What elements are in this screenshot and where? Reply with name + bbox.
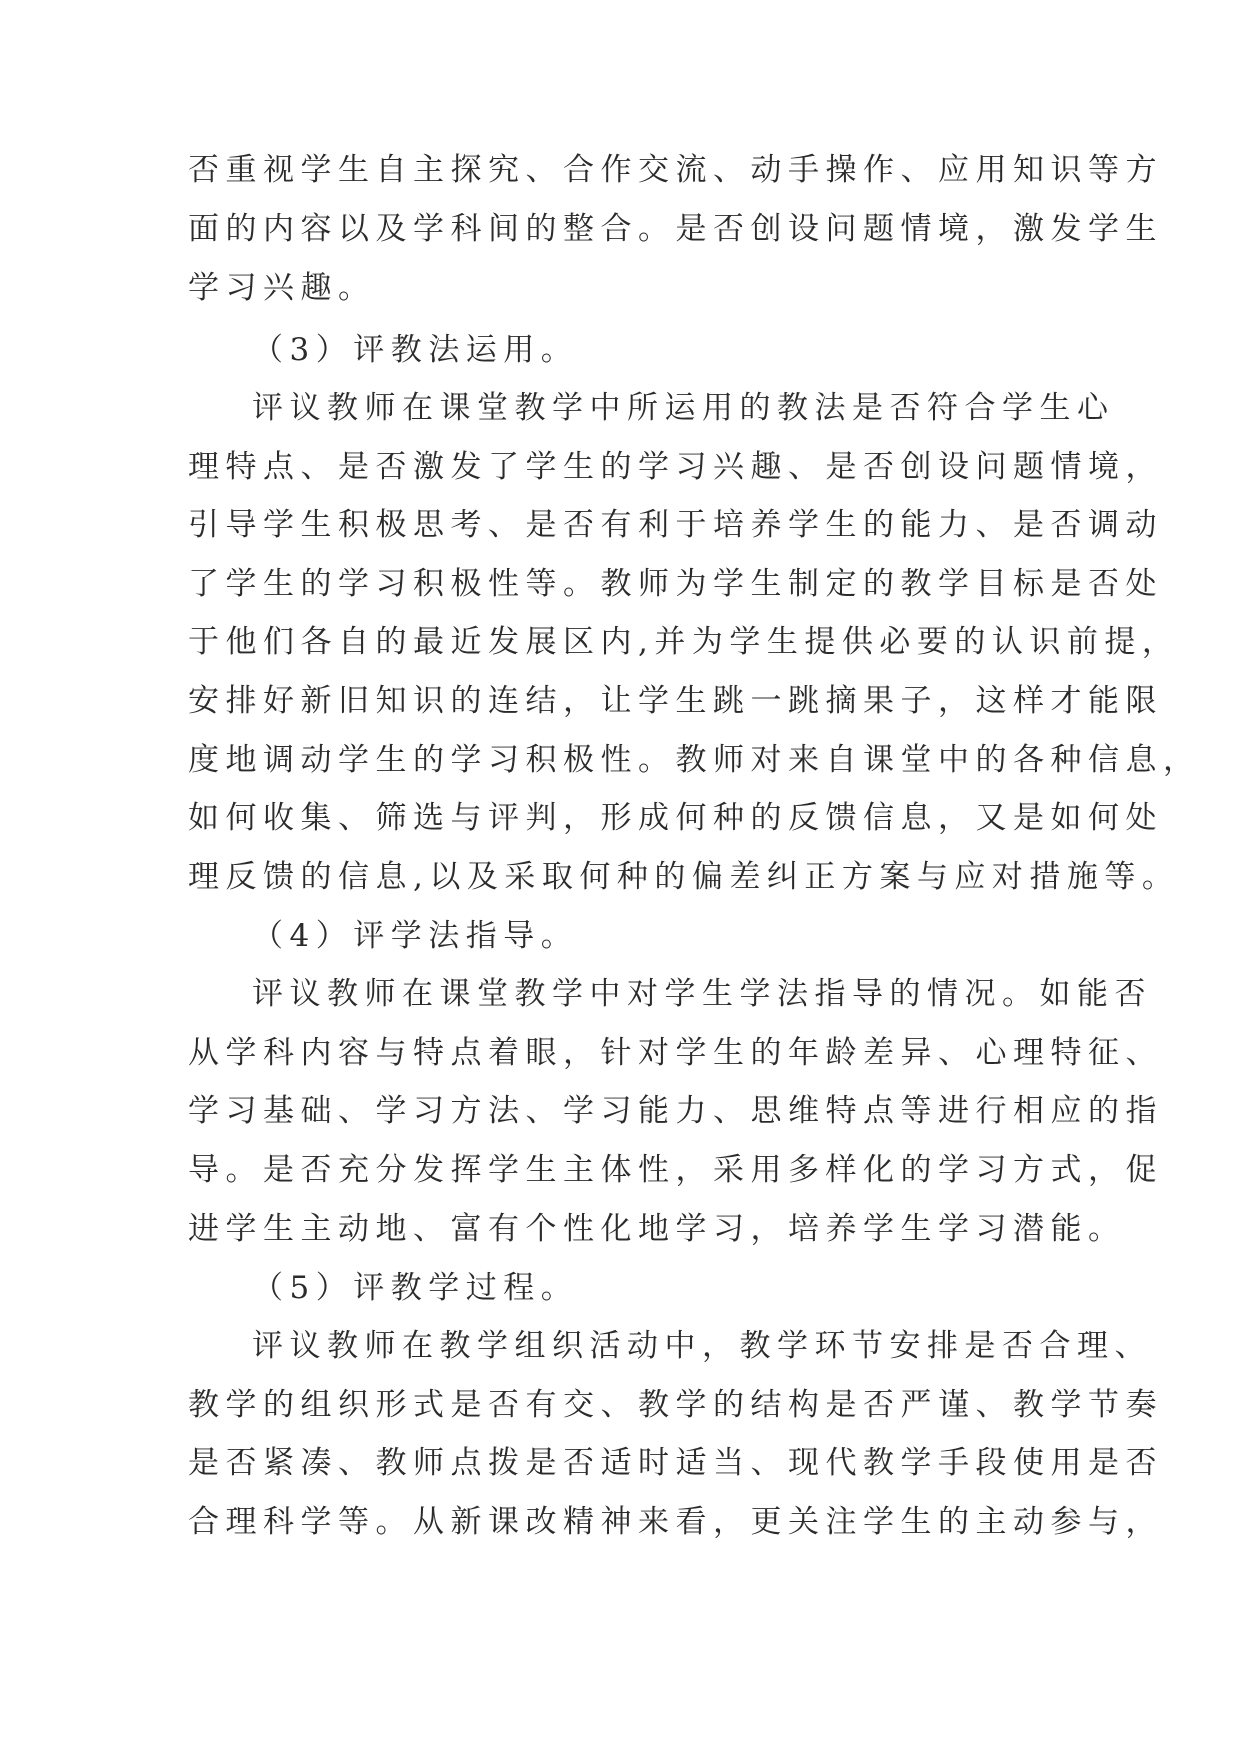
- paragraph-first-line: 评议教师在教学组织活动中，教学环节安排是否合理、: [252, 1328, 1152, 1364]
- section-heading: （4）评学法指导。: [252, 918, 579, 954]
- text-line: 学习兴趣。: [188, 270, 376, 306]
- text-line: 安排好新旧知识的连结，让学生跳一跳摘果子，这样才能限: [188, 683, 1163, 719]
- text-line: 面的内容以及学科间的整合。是否创设问题情境，激发学生: [188, 211, 1163, 247]
- text-line: 度地调动学生的学习积极性。教师对来自课堂中的各种信息，: [188, 742, 1201, 778]
- text-line: 导。是否充分发挥学生主体性，采用多样化的学习方式，促: [188, 1152, 1163, 1188]
- text-line: 合理科学等。从新课改精神来看，更关注学生的主动参与，: [188, 1504, 1163, 1540]
- paragraph-first-line: 评议教师在课堂教学中对学生学法指导的情况。如能否: [252, 976, 1152, 1012]
- text-line: 引导学生积极思考、是否有利于培养学生的能力、是否调动: [188, 507, 1163, 543]
- text-line: 了学生的学习积极性等。教师为学生制定的教学目标是否处: [188, 566, 1163, 602]
- text-line: 理反馈的信息,以及采取何种的偏差纠正方案与应对措施等。: [188, 859, 1180, 895]
- section-heading: （3）评教法运用。: [252, 332, 579, 368]
- text-line: 理特点、是否激发了学生的学习兴趣、是否创设问题情境，: [188, 449, 1163, 485]
- section-heading: （5）评教学过程。: [252, 1270, 579, 1306]
- text-line: 如何收集、筛选与评判，形成何种的反馈信息，又是如何处: [188, 800, 1163, 836]
- text-line: 从学科内容与特点着眼，针对学生的年龄差异、心理特征、: [188, 1035, 1163, 1071]
- text-line: 教学的组织形式是否有交、教学的结构是否严谨、教学节奏: [188, 1387, 1163, 1423]
- text-line: 进学生主动地、富有个性化地学习，培养学生学习潜能。: [188, 1211, 1126, 1247]
- text-line: 于他们各自的最近发展区内,并为学生提供必要的认识前提，: [188, 624, 1180, 660]
- text-line: 学习基础、学习方法、学习能力、思维特点等进行相应的指: [188, 1093, 1163, 1129]
- text-line: 是否紧凑、教师点拨是否适时适当、现代教学手段使用是否: [188, 1445, 1163, 1481]
- text-line: 否重视学生自主探究、合作交流、动手操作、应用知识等方: [188, 152, 1163, 188]
- paragraph-first-line: 评议教师在课堂教学中所运用的教法是否符合学生心: [252, 390, 1115, 426]
